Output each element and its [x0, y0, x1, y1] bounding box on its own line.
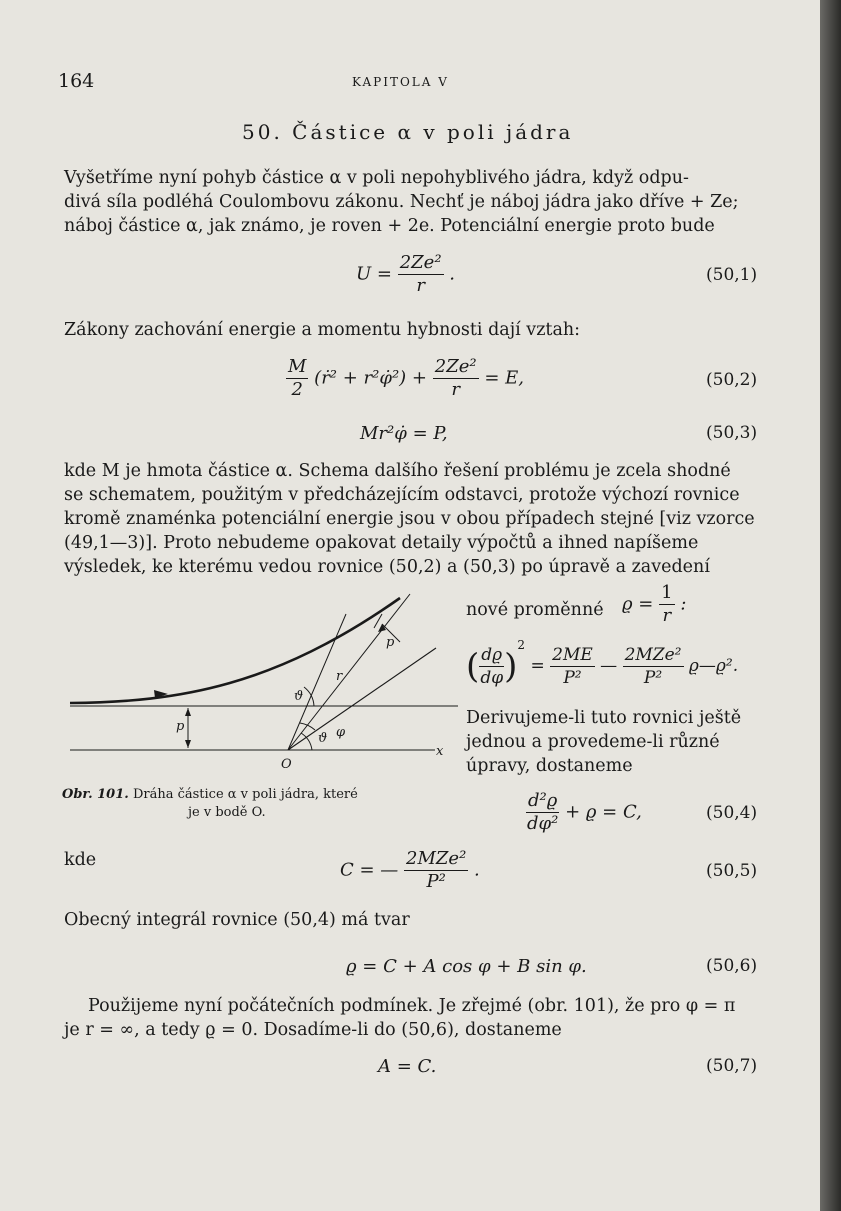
fraction [550, 644, 595, 689]
new-variable-label: nové proměnné [466, 600, 604, 620]
fraction-denominator: r [451, 379, 460, 400]
fraction [623, 644, 684, 689]
fraction-numerator: d²ϱ [528, 790, 558, 811]
equation-lhs: C = — [340, 859, 399, 881]
paragraph-line: je r = ∞, a tedy ϱ = 0. Dosadíme-li do (50,6), dostaneme [64, 1020, 562, 1040]
paragraph-line: jednou a provedeme-li různé [466, 732, 720, 752]
equation-lhs: ϱ = [622, 593, 654, 615]
figure-caption [62, 786, 358, 822]
fraction-denominator: P² [563, 668, 582, 688]
label-phi: φ [336, 725, 346, 740]
equation-50-3: Mr²φ̇ = P, [360, 423, 448, 444]
label-p-top: p [386, 635, 395, 650]
equation-number: (50,4) [706, 803, 758, 823]
caption-line [62, 786, 358, 804]
caption-text: Dráha částice α v poli jádra, které [132, 787, 358, 802]
equation-50-5 [340, 848, 480, 893]
equation-number: (50,3) [706, 423, 758, 443]
fraction-denominator: P² [643, 668, 663, 688]
book-edge [820, 0, 841, 1211]
figure-particle-trajectory [60, 590, 460, 780]
label-r: r [336, 669, 343, 684]
angle-arc-theta-top [304, 687, 314, 706]
equation-number: (50,6) [706, 956, 758, 976]
fraction [479, 644, 504, 689]
fraction-denominator: dφ [480, 668, 504, 688]
section-title: 50. Částice α v poli jádra [242, 120, 574, 144]
equation-tail: ϱ—ϱ². [688, 656, 739, 676]
paren-close: ) [504, 646, 518, 687]
exponent: 2 [517, 638, 526, 652]
paragraph-line: náboj částice α, jak známo, je roven + 2e. Potenciální energie proto bude [64, 216, 715, 236]
fraction-denominator: dφ² [526, 813, 559, 834]
equation-50-1 [356, 252, 455, 297]
paragraph-line: Vyšetříme nyní pohyb částice α v poli nepohyblivého jádra, když odpu- [64, 168, 689, 188]
paragraph-line: Derivujeme-li tuto rovnici ještě [466, 708, 742, 728]
label-x: x [436, 744, 444, 759]
fraction-numerator: dϱ [481, 645, 503, 665]
label-p-left: p [176, 719, 185, 734]
fraction [404, 848, 468, 893]
equation-lhs: U = [356, 263, 392, 285]
impact-arrow-down [185, 740, 191, 748]
paragraph-line: Použijeme nyní počátečních podmínek. Je zřejmé (obr. 101), že pro φ = π [88, 996, 736, 1016]
equation-number: (50,5) [706, 861, 758, 881]
caption-label: Obr. 101. [62, 787, 129, 802]
fraction-numerator: 2ME [552, 645, 593, 665]
paragraph-scheme [64, 459, 770, 579]
fraction [398, 252, 444, 297]
equals-sign: = [530, 656, 545, 676]
impact-arrow-up [185, 708, 191, 716]
equation-intro: Zákony zachování energie a momentu hybnosti dají vztah: [64, 320, 581, 340]
fraction-numerator: 2MZe² [406, 848, 467, 869]
label-o: O [281, 757, 292, 772]
label-theta-top: ϑ [294, 689, 304, 704]
running-head: KAPITOLA V [352, 75, 449, 89]
equation-number: (50,1) [706, 265, 758, 285]
paragraph-line: kde M je hmota částice α. Schema dalšího řešení problému je zcela shodné [64, 461, 731, 481]
fraction-denominator: 2 [291, 379, 303, 400]
paragraph-intro [64, 166, 770, 238]
equation-tail: + ϱ = C, [565, 801, 642, 823]
fraction-denominator: P² [426, 871, 446, 892]
paragraph-line: výsledek, ke kterému vedou rovnice (50,2) a (50,3) po úpravě a zavedení [64, 557, 710, 577]
equation-50-4 [526, 790, 642, 835]
fraction-numerator: 2Ze² [434, 356, 477, 377]
equation-50-2 [286, 356, 524, 401]
page-number: 164 [58, 70, 95, 92]
fraction-numerator: 2Ze² [399, 252, 442, 273]
equation-50-7: A = C. [378, 1056, 437, 1077]
paragraph-line: se schematem, použitým v předcházejícím odstavci, protože výchozí rovnice [64, 485, 740, 505]
paragraph-line: divá síla podléhá Coulombovu zákonu. Nechť je náboj jádra jako dříve + Ze; [64, 192, 739, 212]
paragraph-line: (49,1—3)]. Proto nebudeme opakovat detaily výpočtů a ihned napíšeme [64, 533, 699, 553]
new-variable-definition [622, 582, 686, 627]
fraction-numerator: 1 [661, 582, 673, 603]
fraction-denominator: r [662, 605, 672, 626]
angle-arc-phi [300, 723, 315, 730]
kde-label: kde [64, 850, 97, 870]
angle-arc-theta-bottom [301, 733, 312, 750]
equation-tail: : [680, 593, 687, 615]
paragraph-initial-conditions [64, 994, 770, 1042]
side-paragraph [466, 706, 758, 778]
outgoing-asymptote-line [288, 594, 410, 750]
equation-number: (50,7) [706, 1056, 758, 1076]
paragraph-line: úpravy, dostaneme [466, 756, 633, 776]
fraction [286, 356, 308, 401]
equation-intro: Obecný integrál rovnice (50,4) má tvar [64, 910, 410, 930]
paragraph-line: kromě znaménka potenciální energie jsou v obou případech stejné [viz vzorce [64, 509, 755, 529]
fraction-numerator: M [288, 356, 307, 377]
equation-number: (50,2) [706, 370, 758, 390]
fraction [526, 790, 559, 835]
caption-line: je v bodě O. [188, 805, 266, 820]
paren-open: ( [466, 646, 480, 687]
first-order-equation [466, 638, 738, 689]
equation-50-6: ϱ = C + A cos φ + B sin φ. [346, 956, 587, 977]
outgoing-arrow [378, 624, 386, 632]
fraction-denominator: r [416, 275, 425, 296]
equation-tail: = E, [484, 367, 524, 389]
fraction [433, 356, 479, 401]
equation-tail: . [449, 263, 456, 285]
equation-tail: . [474, 859, 480, 881]
label-theta-bottom: ϑ [318, 731, 328, 746]
minus-sign: — [600, 656, 618, 676]
fraction-numerator: 2MZe² [624, 645, 682, 665]
fraction [659, 582, 674, 627]
equation-middle: (ṙ² + r²φ̇²) + [314, 367, 428, 389]
trajectory-curve [70, 598, 400, 703]
